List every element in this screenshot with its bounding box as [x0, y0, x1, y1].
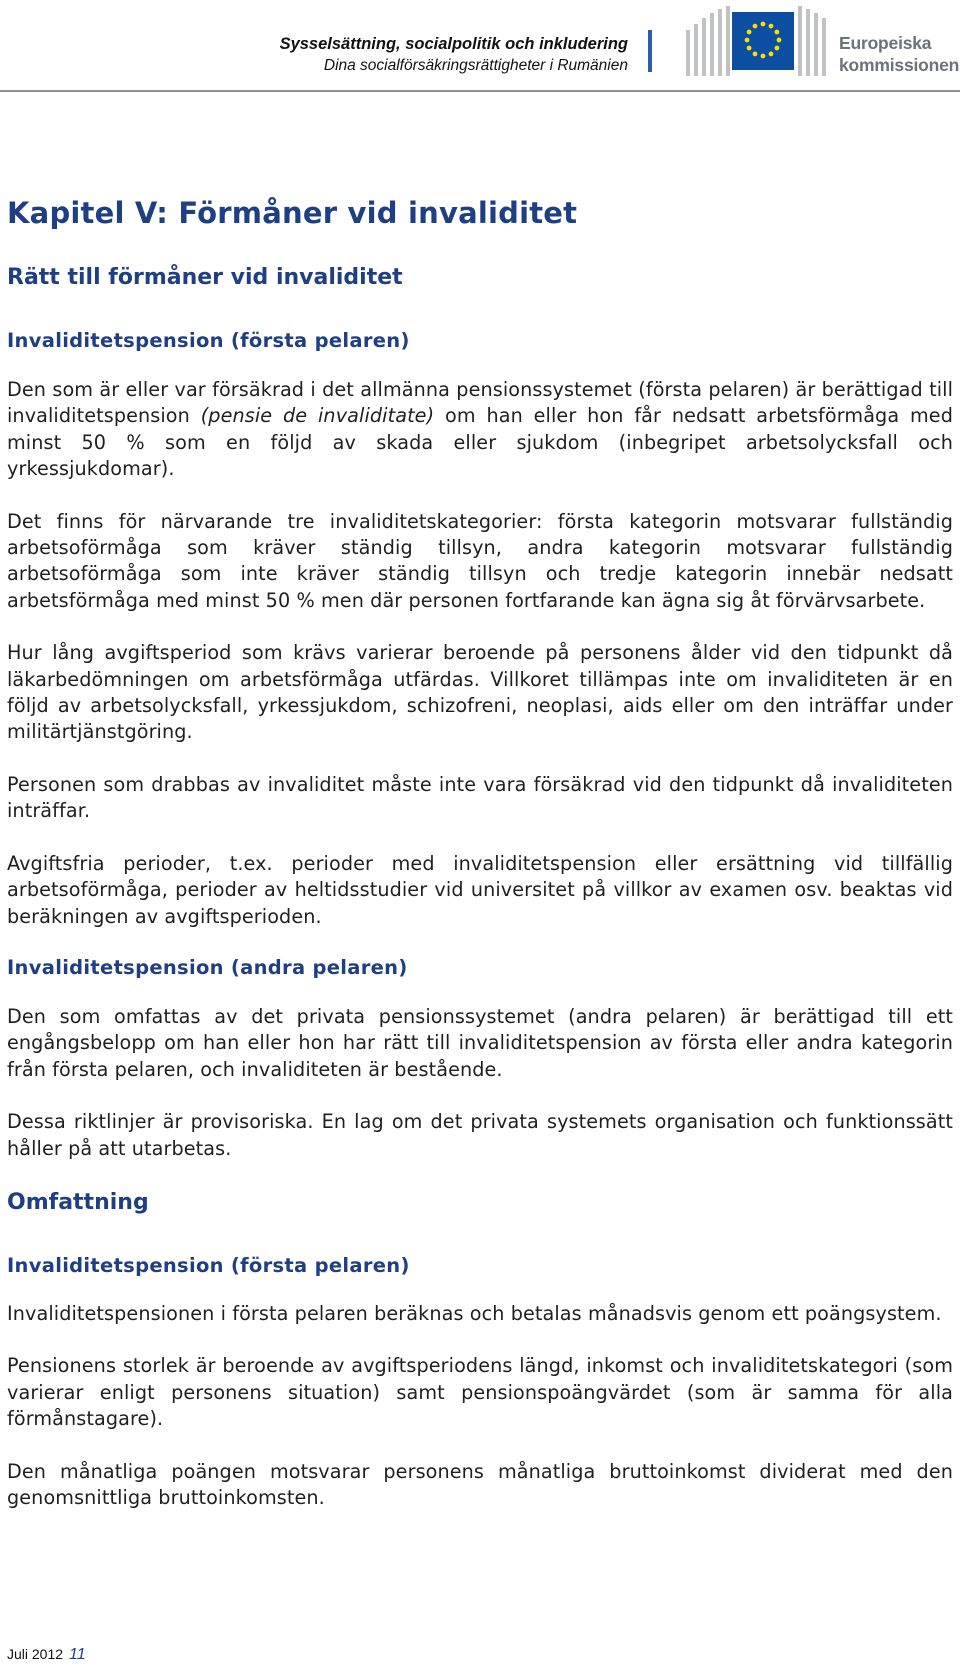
paragraph: Avgiftsfria perioder, t.ex. perioder med invaliditetspension eller ersättning vid tillfällig arbetsoförmåga, perioder av heltidsstudier vid universitet på villkor av examen osv. beaktas vid beräkningen av avgiftsperioden. [7, 851, 953, 928]
section-heading-entitlement: Rätt till förmåner vid invaliditet [7, 265, 403, 290]
chapter-title: Kapitel V: Förmåner vid invaliditet [7, 196, 578, 230]
paragraph-italic-term: (pensie de invaliditate) [200, 404, 435, 428]
paragraph-text: om han eller hon får nedsatt arbetsförmåga med minst 50 % som en följd av skada eller sjukdom (inbegripet arbetsolycksfall och yrkessjukdomar). [7, 404, 953, 481]
subsection-heading-first-pillar: Invaliditetspension (första pelaren) [7, 329, 410, 352]
subsection-heading-first-pillar-coverage: Invaliditetspension (första pelaren) [7, 1253, 410, 1277]
logo-text [839, 32, 959, 76]
logo-line-2: kommissionen [839, 55, 960, 75]
paragraph: Den månatliga poängen motsvarar personens månatliga bruttoinkomst dividerat med den genomsnittliga bruttoinkomsten. [7, 1459, 953, 1509]
page-number: 11 [69, 1646, 86, 1663]
paragraph: Pensionens storlek är beroende av avgiftsperiodens längd, inkomst och invaliditetskategori (som varierar enligt personens situation) samt pensionspoängvärdet (som är samma för alla förmånstagare). [7, 1354, 953, 1431]
page-header [0, 0, 960, 92]
header-text-block [280, 34, 628, 76]
page-footer [7, 1646, 86, 1664]
paragraph: Dessa riktlinjer är provisoriska. En lag om det privata systemets organisation och funktionssätt håller på att utarbetas. [7, 1110, 953, 1160]
footer-date: Juli 2012 [7, 1646, 64, 1662]
paragraph: Hur lång avgiftsperiod som krävs varierar beroende på personens ålder vid den tidpunkt då läkarbedömningen om arbetsförmåga utfärdas. Villkoret tillämpas inte om invaliditeten är en följd av arbetsolycksfall, yrkessjukdom, schizofreni, neoplasi, aids eller om den inträffar under militärtjänstgöring. [7, 641, 953, 744]
header-title: Sysselsättning, socialpolitik och inkludering [279, 35, 628, 53]
subsection-heading-second-pillar: Invaliditetspension (andra pelaren) [7, 955, 408, 979]
paragraph-text: Den som är eller var försäkrad i det allmänna pensionssystemet (första pelaren) är berättigad till invaliditetspension [7, 378, 953, 428]
paragraph: Det finns för närvarande tre invaliditetskategorier: första kategorin motsvarar fullständig arbetsoförmåga som kräver ständig tillsyn, andra kategorin motsvarar fullständig arbetsoförmåga som inte kräver ständig tillsyn och tredje kategorin innebär nedsatt arbetsförmåga med minst 50 % men där personen fortfarande kan ägna sig åt förvärvsarbete. [7, 509, 953, 612]
document-body [7, 170, 953, 1511]
logo-line-1: Europeiska [839, 33, 932, 53]
paragraph: Personen som drabbas av invaliditet måste inte vara försäkrad vid den tidpunkt då invaliditeten inträffar. [7, 772, 953, 823]
eu-flag-icon [732, 12, 794, 70]
section-heading-coverage: Omfattning [7, 1189, 149, 1215]
paragraph: Den som omfattas av det privata pensionssystemet (andra pelaren) är berättigad till ett engångsbelopp om han eller hon har rätt till invaliditetspension av första eller andra kategorin från första pelaren, och invaliditeten är bestående. [7, 1004, 953, 1081]
header-divider [648, 30, 652, 72]
header-subtitle: Dina socialförsäkringsrättigheter i Rumänien [323, 57, 628, 74]
paragraph [7, 377, 953, 483]
paragraph: Invaliditetspensionen i första pelaren beräknas och betalas månadsvis genom ett poängsystem. [7, 1301, 942, 1325]
